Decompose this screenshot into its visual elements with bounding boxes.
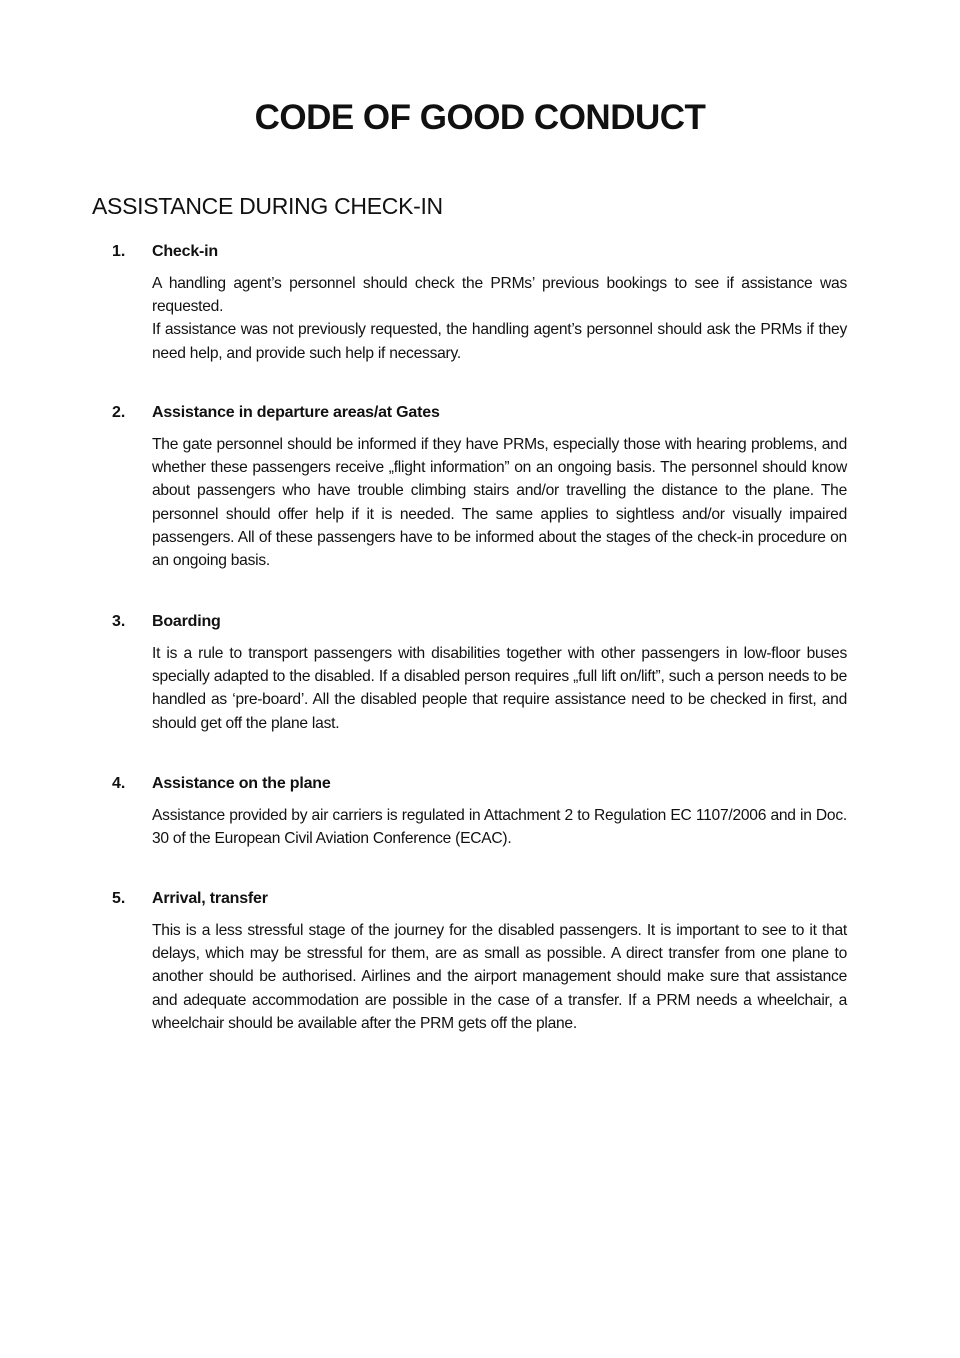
paragraph: It is a rule to transport passengers with disabilities together with other passengers in low-floor buses specially adapted to the disabled. If a disabled person requires „full lift on/lift”, such a person needs to be handled as ‘pre-board’. All the disabled people that require assistance need to be checked in first, and should get off the plane last. <box>152 645 847 732</box>
item-body <box>152 919 847 1035</box>
item-number: 5. <box>112 890 126 907</box>
paragraph: Assistance provided by air carriers is regulated in Attachment 2 to Regulation EC 1107/2006 and in Doc. 30 of the European Civil Aviation Conference (ECAC). <box>152 807 847 848</box>
item-number: 1. <box>112 243 126 260</box>
item-heading: Check-in <box>152 243 218 260</box>
paragraph: This is a less stressful stage of the journey for the disabled passengers. It is important to see to it that delays, which may be stressful for them, are as small as possible. A direct transfer from one plane to another should be authorised. Airlines and the airport management should make sure that assistance and adequate accommodation are possible in the case of a transfer. If a PRM needs a wheelchair, a wheelchair should be available after the PRM gets off the plane. <box>152 922 847 1032</box>
document-title: CODE OF GOOD CONDUCT <box>254 98 706 137</box>
paragraph: If assistance was not previously requested, the handling agent’s personnel should ask the PRMs if they need help, and provide such help if necessary. <box>152 321 847 362</box>
item-heading: Boarding <box>152 613 221 630</box>
item-body <box>152 272 847 365</box>
item-number: 3. <box>112 613 126 630</box>
paragraph: The gate personnel should be informed if they have PRMs, especially those with hearing problems, and whether these passengers receive „flight information” on an ongoing basis. The personnel should know about passengers who have trouble climbing stairs and/or travelling the distance to the plane. The personnel should offer help if it is needed. The same applies to sightless and/or visually impaired passengers. All of these passengers have to be informed about the stages of the check-in procedure on an ongoing basis. <box>152 436 847 570</box>
item-number: 2. <box>112 404 126 421</box>
item-body <box>152 804 847 850</box>
item-heading: Arrival, transfer <box>152 890 268 907</box>
item-body <box>152 642 847 735</box>
section-title: ASSISTANCE DURING CHECK-IN <box>92 193 443 219</box>
item-body <box>152 433 847 572</box>
item-heading: Assistance in departure areas/at Gates <box>152 404 440 421</box>
item-number: 4. <box>112 775 126 792</box>
paragraph: A handling agent’s personnel should check the PRMs’ previous bookings to see if assistance was requested. <box>152 275 847 316</box>
item-heading: Assistance on the plane <box>152 775 331 792</box>
